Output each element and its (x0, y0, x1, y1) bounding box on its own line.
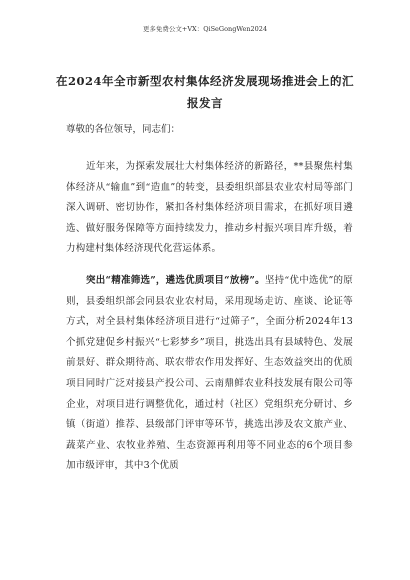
paragraph-body: 坚持“优中选优”的原则，县委组织部会同县农业农村局，采用现场走访、座谈、论证等方式，对全县村集体经济项目进行“过筛子”，全面分析2024年13个抓党建促乡村振兴“七彩梦乡”项目，挑选出具有县域特色、发展前景好、群众期待高、联农带农作用发挥好、生态效益突出的优质项目同时广泛对接县产投公司、云南鼎鲜农业科技发展有限公司等企业，对项目进行调整优化，通过村（社区）党组织充分研讨、乡镇（街道）推荐、县级部门评审等环节，挑选出涉及农文旅产业、蔬菜产业、农牧业养殖、生态资源再利用等不同业态的6个项目参加市级评审，其中3个优质 (66, 275, 353, 472)
salutation: 尊敬的各位领导，同志们： (66, 124, 181, 135)
paragraph-intro (66, 157, 353, 260)
page-header: 更多免费公文+VX：QiSeGongWen2024 (142, 25, 268, 33)
paragraph-lead: 突出“精准筛选”，遴选优质项目“放榜”。 (86, 275, 265, 286)
document-title: 在2024年全市新型农村集体经济发展现场推进会上的汇报发言 (55, 74, 354, 110)
paragraph-section-1 (66, 271, 353, 477)
paragraph-body: 近年来，为探索发展壮大村集体经济的新路径，**县聚焦村集体经济从“输血”到“造血”的转变，县委组织部县农业农村局等部门深入调研、密切协作，紧扣各村集体经济项目需求，在抓好项目遴选、做好服务保障等方面持续发力，推动乡村振兴项目库升级，着力构建村集体经济现代化营运体系。 (66, 161, 353, 255)
